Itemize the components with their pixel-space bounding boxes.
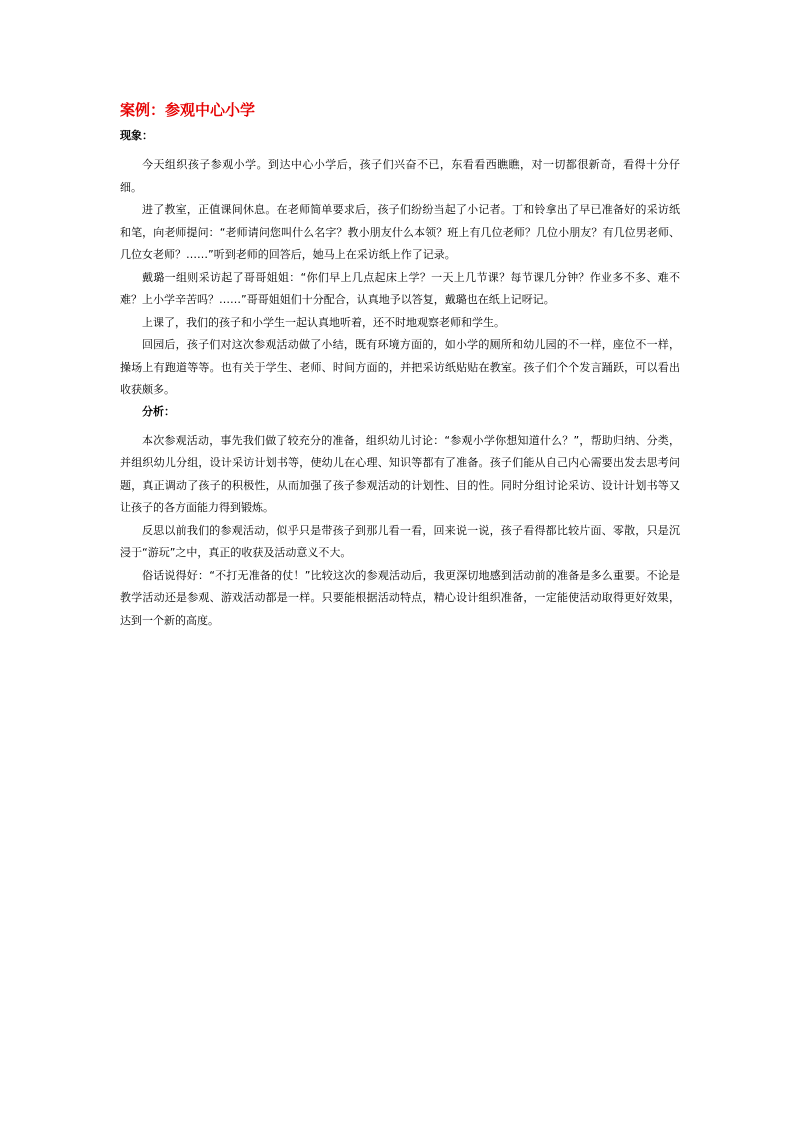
phenomenon-section: [120, 154, 680, 402]
phenomenon-paragraph: 上课了，我们的孩子和小学生一起认真地听着，还不时地观察老师和学生。: [142, 315, 505, 329]
document-title: 案例：参观中心小学: [120, 101, 256, 119]
document-page: [120, 100, 680, 632]
analysis-paragraph: 俗话说得好：“不打无准备的仗！”比较这次的参观活动后，我更深切地感到活动前的准备是多么重要。不论是教学活动还是参观、游戏活动都是一样。只要能根据活动特点，精心设计组织准备，一定能使活动取得更好效果，达到一个新的高度。: [120, 568, 680, 627]
analysis-paragraph: 反思以前我们的参观活动，似乎只是带孩子到那儿看一看，回来说一说，孩子看得都比较片面、零散，只是沉浸于“游玩”之中，真正的收获及活动意义不大。: [120, 523, 680, 559]
analysis-paragraph: 本次参观活动，事先我们做了较充分的准备，组织幼儿讨论：“参观小学你想知道什么？”，帮助归纳、分类，并组织幼儿分组，设计采访计划书等，使幼儿在心理、知识等都有了准备。孩子们能从自己内心需要出发去思考问题，真正调动了孩子的积极性，从而加强了孩子参观活动的计划性、目的性。同时分组讨论采访、设计计划书等又让孩子的各方面能力得到锻炼。: [120, 433, 680, 514]
phenomenon-paragraph: 进了教室，正值课间休息。在老师简单要求后，孩子们纷纷当起了小记者。丁和铃拿出了早已准备好的采访纸和笔，向老师提问：“老师请问您叫什么名字？教小朋友什么本领？班上有几位老师？几位小朋友？有几位男老师、几位女老师？……”听到老师的回答后，她马上在采访纸上作了记录。: [120, 203, 680, 261]
phenomenon-paragraph: 回园后，孩子们对这次参观活动做了小结，既有环境方面的，如小学的厕所和幼儿园的不一样，座位不一样，操场上有跑道等等。也有关于学生、老师、时间方面的，并把采访纸贴贴在教室。孩子们个个发言踊跃，可以看出收获颇多。: [120, 338, 680, 396]
phenomenon-paragraph: 戴璐一组则采访起了哥哥姐姐：“你们早上几点起床上学？一天上几节课？每节课几分钟？作业多不多、难不难？上小学辛苦吗？……”哥哥姐姐们十分配合，认真地予以答复，戴璐也在纸上记呀记。: [120, 270, 680, 306]
analysis-section: [120, 430, 680, 633]
phenomenon-label: 现象：: [120, 129, 153, 142]
phenomenon-paragraph: 今天组织孩子参观小学。到达中心小学后，孩子们兴奋不已，东看看西瞧瞧，对一切都很新奇，看得十分仔细。: [120, 158, 680, 194]
analysis-label: 分析：: [142, 404, 175, 418]
